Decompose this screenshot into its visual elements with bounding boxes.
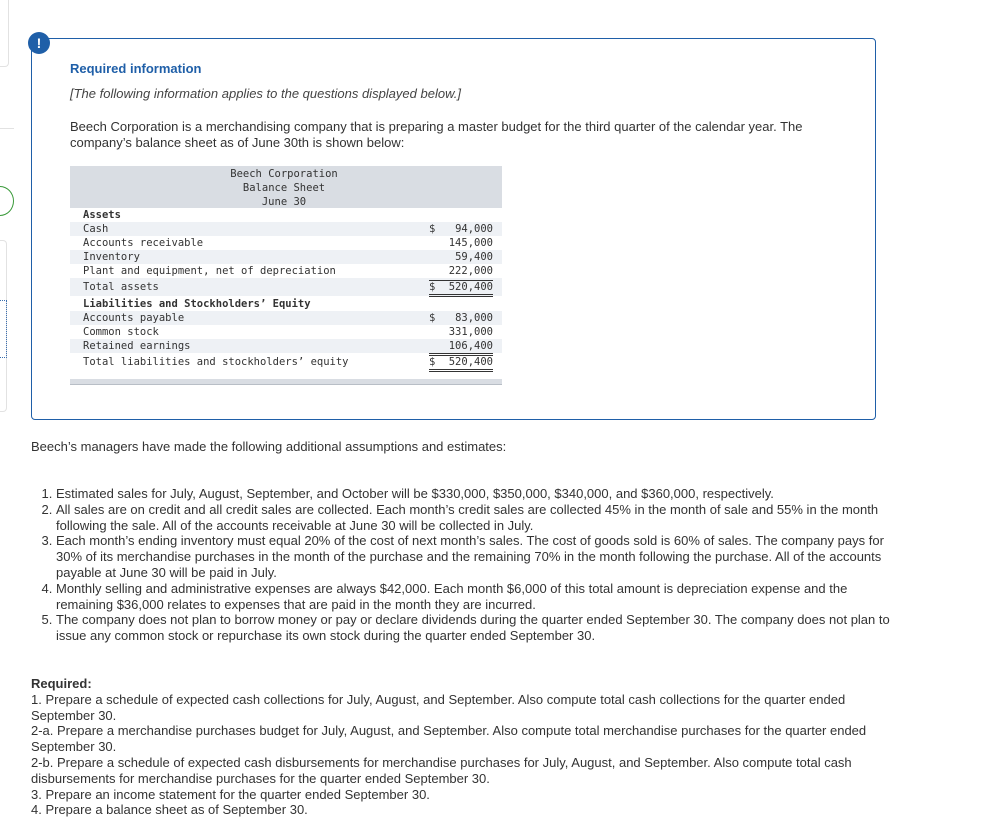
- balance-sheet-header: [70, 166, 502, 208]
- alert-icon: !: [28, 32, 50, 54]
- statement-date: June 30: [261, 196, 307, 208]
- table-row: Common stock 331,000: [83, 326, 493, 338]
- required-section: [31, 676, 886, 818]
- liabilities-heading: Liabilities and Stockholders’ Equity: [83, 298, 311, 310]
- assumptions-list: [40, 486, 896, 644]
- list-item: 5. The company does not plan to borrow money or pay or declare dividends during the quarter ended September 30. The company does not plan to issue any common stock or repurchase its own stock during the quarter ended September 30.: [56, 612, 896, 644]
- table-row: Retained earnings 106,400: [70, 339, 502, 353]
- assumptions-intro: Beech’s managers have made the following additional assumptions and estimates:: [31, 439, 507, 454]
- total-liabilities-row: Total liabilities and stockholders’ equity $ 520,400: [70, 353, 502, 371]
- required-item: 2-a. Prepare a merchandise purchases budget for July, August, and September. Also compute total merchandise purchases for the quarter ended September 30.: [31, 723, 867, 755]
- table-row: Cash $ 94,000: [70, 222, 502, 236]
- list-item: 1. Estimated sales for July, August, September, and October will be $330,000, $350,000, $340,000, and $360,000, respectively.: [56, 486, 896, 502]
- info-title: Required information: [70, 61, 202, 76]
- company-name: Beech Corporation: [230, 168, 338, 180]
- list-item: 4. Monthly selling and administrative expenses are always $42,000. Each month $6,000 of this total amount is depreciation expense and the remaining $36,000 relates to expenses that are paid in the month they are incurred.: [56, 581, 896, 613]
- table-row: Inventory 59,400: [70, 250, 502, 264]
- list-item: 3. Each month’s ending inventory must equal 20% of the cost of next month’s sales. The cost of goods sold is 60% of sales. The company pays for 30% of its merchandise purchases in the month of the purchase and the remaining 70% in the month following the purchase. All of the accounts payable at June 30 will be paid in July.: [56, 533, 896, 580]
- left-focus-outline: [0, 300, 7, 358]
- required-item: 3. Prepare an income statement for the quarter ended September 30.: [31, 786, 430, 802]
- total-assets-row: Total assets $ 520,400: [70, 278, 502, 296]
- table-row: Plant and equipment, net of depreciation 222,000: [83, 265, 493, 277]
- left-panel-edge: [0, 0, 9, 67]
- required-item: 2-b. Prepare a schedule of expected cash disbursements for merchandise purchases for July, August, and September. Also compute total cash disbursements for merchandise purchases for the quarter ended September 30.: [31, 754, 852, 786]
- list-item: 2. All sales are on credit and all credit sales are collected. Each month’s credit sales are collected 45% in the month of sale and 55% in the month following the sale. All of the accounts receivable at June 30 will be collected in July.: [56, 502, 896, 534]
- info-intro: Beech Corporation is a merchandising company that is preparing a master budget for the third quarter of the calendar year. The company’s balance sheet as of June 30th is shown below:: [70, 119, 803, 150]
- required-item: 1. Prepare a schedule of expected cash collections for July, August, and September. Also compute total cash collections for the quarter ended September 30.: [31, 691, 846, 723]
- left-divider: [0, 128, 14, 129]
- required-item: 4. Prepare a balance sheet as of September 30.: [31, 802, 308, 818]
- required-heading: Required:: [31, 676, 92, 691]
- table-row: Accounts receivable 145,000: [83, 237, 493, 249]
- statement-name: Balance Sheet: [242, 182, 326, 194]
- info-note: [The following information applies to the questions displayed below.]: [70, 86, 461, 101]
- balance-sheet-table: [70, 166, 502, 385]
- table-row: Accounts payable $ 83,000: [70, 311, 502, 325]
- left-status-circle: [0, 186, 14, 216]
- balance-sheet-footer: [70, 379, 502, 385]
- assets-heading: Assets: [83, 209, 121, 221]
